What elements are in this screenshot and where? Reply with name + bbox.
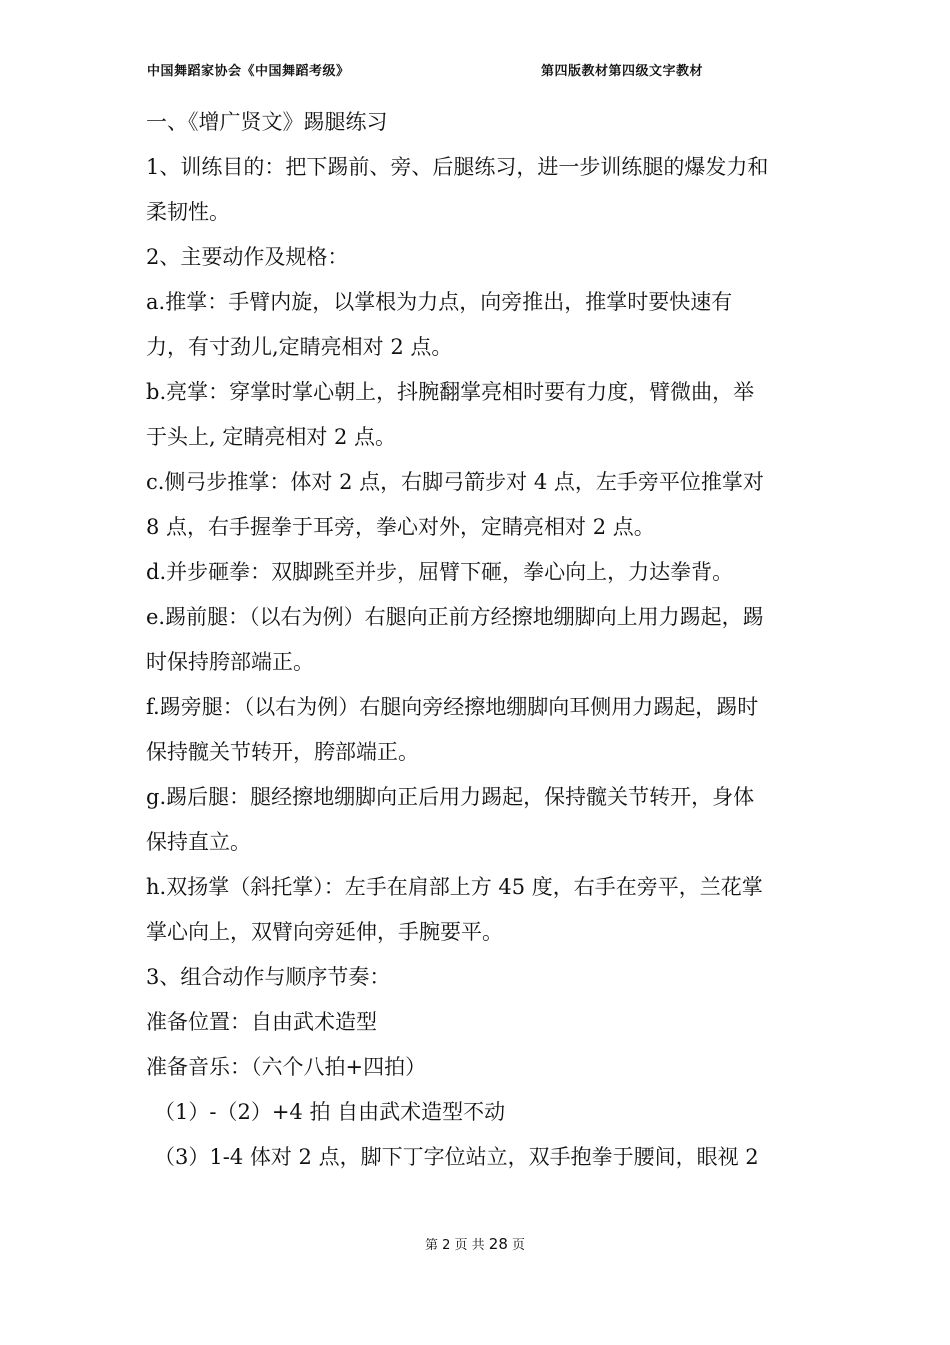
text-line: d.并步砸拳：双脚跳至并步，屈臂下砸，拳心向上，力达拳背。: [146, 560, 734, 584]
total-page-count: 28: [488, 1235, 508, 1253]
header-left-title: 中国舞蹈家协会《中国舞蹈考级》: [147, 64, 350, 79]
text-line: c.侧弓步推掌：体对 2 点，右脚弓箭步对 4 点，左手旁平位推掌对: [146, 470, 764, 494]
text-line: （1）-（2）+4 拍 自由武术造型不动: [154, 1100, 506, 1124]
text-line: 保持髋关节转开，胯部端正。: [146, 740, 419, 764]
header-right-title: 第四版教材第四级文字教材: [541, 64, 704, 79]
text-line: h.双扬掌（斜托掌）：左手在肩部上方 45 度，右手在旁平，兰花掌: [146, 875, 763, 899]
text-line: f.踢旁腿：（以右为例）右腿向旁经擦地绷脚向耳侧用力踢起，踢时: [146, 695, 759, 719]
text-line: 准备位置：自由武术造型: [146, 1010, 377, 1034]
text-line: 柔韧性。: [146, 200, 230, 224]
document-body: [146, 100, 826, 1180]
text-line: （3）1-4 体对 2 点，脚下丁字位站立，双手抱拳于腰间，眼视 2: [154, 1145, 759, 1169]
text-line: e.踢前腿：（以右为例）右腿向正前方经擦地绷脚向上用力踢起，踢: [146, 605, 764, 629]
text-line: 于头上, 定睛亮相对 2 点。: [146, 425, 397, 449]
text-line: 准备音乐：（六个八拍+四拍）: [146, 1055, 427, 1079]
text-line: 时保持胯部端正。: [146, 650, 314, 674]
section-heading: 一、《增广贤文》踢腿练习: [146, 110, 388, 134]
page-footer: [0, 1234, 950, 1253]
current-page-number: 2: [442, 1238, 451, 1253]
text-line: 3、组合动作与顺序节奏：: [146, 965, 391, 989]
text-line: 2、主要动作及规格：: [146, 245, 349, 269]
text-line: b.亮掌：穿掌时掌心朝上，抖腕翻掌亮相时要有力度，臂微曲，举: [146, 380, 755, 404]
footer-middle: 页 共: [454, 1238, 485, 1253]
footer-prefix: 第: [424, 1238, 438, 1253]
text-line: 力，有寸劲儿,定睛亮相对 2 点。: [146, 335, 453, 359]
text-line: a.推掌：手臂内旋，以掌根为力点，向旁推出，推掌时要快速有: [146, 290, 733, 314]
text-line: 1、训练目的：把下踢前、旁、后腿练习，进一步训练腿的爆发力和: [146, 155, 769, 179]
footer-suffix: 页: [512, 1238, 526, 1253]
text-line: 8 点，右手握拳于耳旁，拳心对外，定睛亮相对 2 点。: [146, 515, 655, 539]
text-line: g.踢后腿：腿经擦地绷脚向正后用力踢起，保持髋关节转开，身体: [146, 785, 755, 809]
text-line: 保持直立。: [146, 830, 251, 854]
text-line: 掌心向上，双臂向旁延伸，手腕要平。: [146, 920, 503, 944]
